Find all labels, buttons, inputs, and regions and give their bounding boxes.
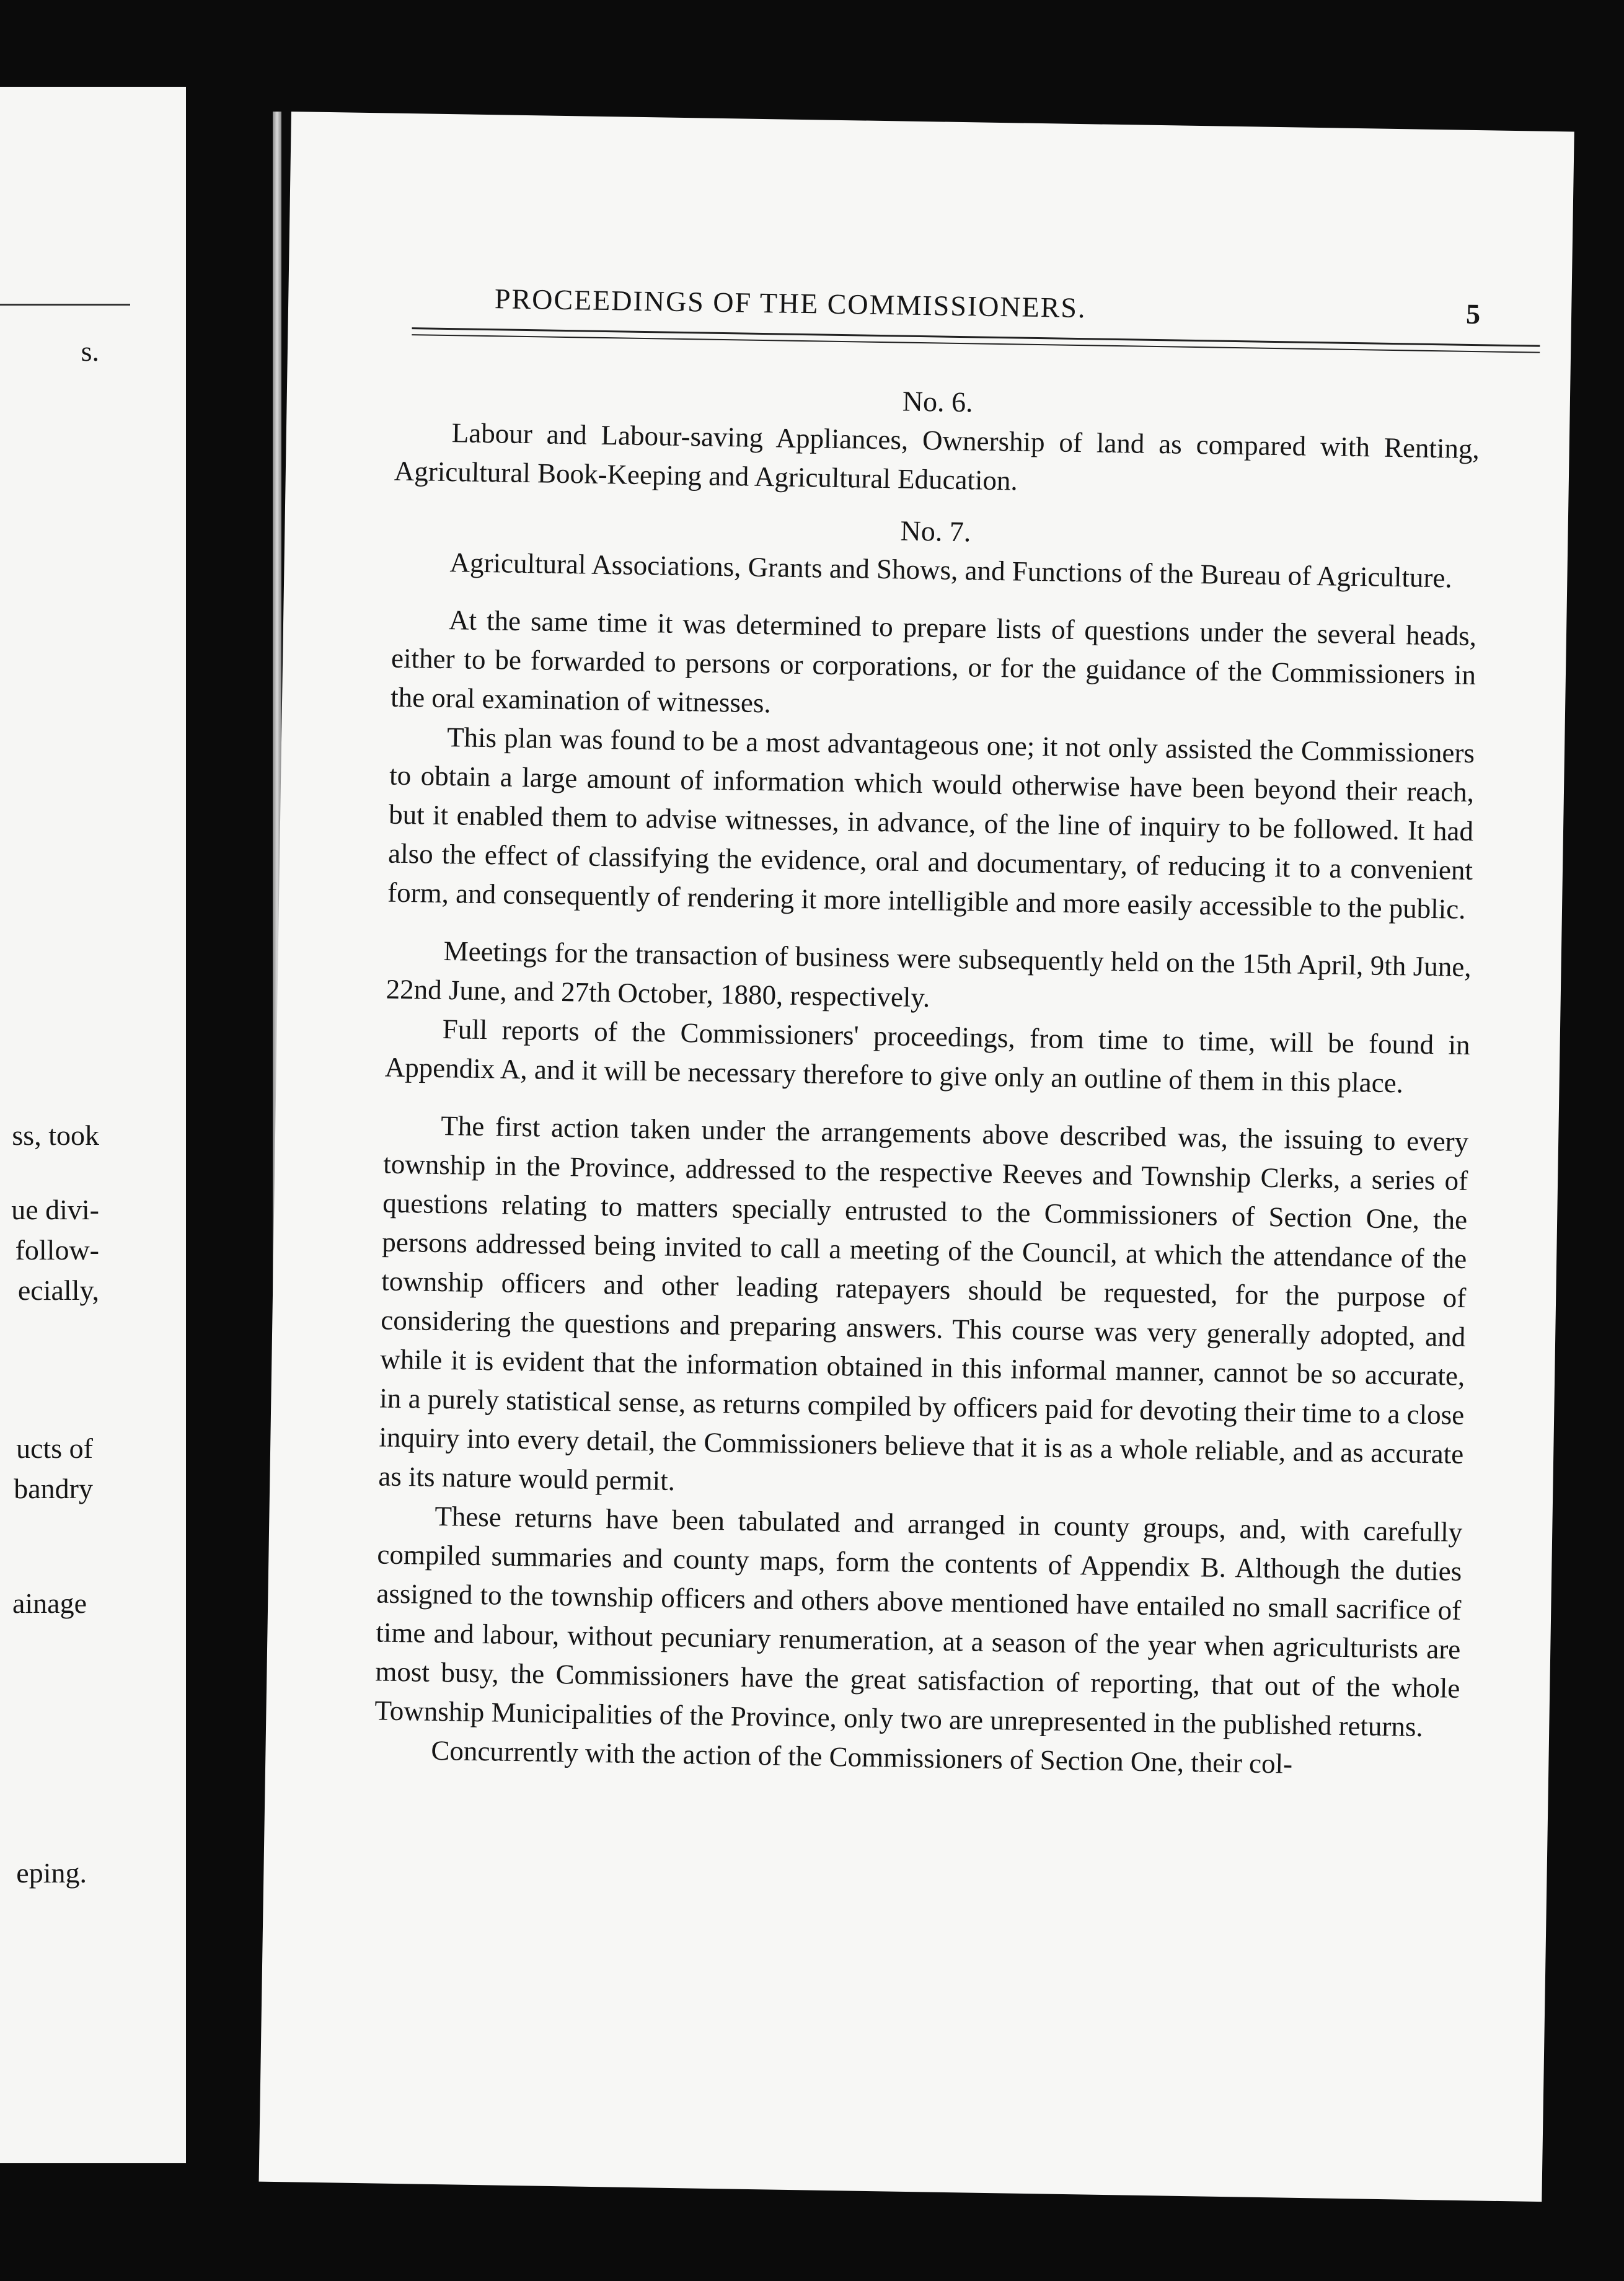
left-fragment: ecially, <box>17 1274 99 1306</box>
paragraph: This plan was found to be a most advantageous one; it not only assisted the Commissioners to obtain a large amount of information which would otherwise have been beyond their reach, but it enabled them to advise witnesses, in advance, of the line of inquiry to be followed. It had also the effect of classifying the evidence, oral and documentary, of reducing it to a convenient form, and consequently of rendering it more intelligible and more easily accessible to the public. <box>387 721 1475 925</box>
page-number: 5 <box>1465 298 1481 330</box>
left-fragment: s. <box>81 335 99 367</box>
left-fragment: ucts of <box>16 1432 93 1464</box>
paragraph: Full reports of the Commissioners' proceedings, from time to time, will be found in Appendix A, and it will be necessary therefore to give only an outline of them in this place. <box>384 1013 1470 1099</box>
paragraph: These returns have been tabulated and arranged in county groups, and, with carefully compiled summaries and county maps, form the contents of Appendix B. Although the duties assigned to the township officers and others above mentioned have entailed no small sacrifice of time and labour, without pecuniary renumeration, at a season of the year when agriculturists are most busy, the Commissioners have the great satisfaction of reporting, that out of the whole Township Municipalities of the Province, only two are unrepresented in the published returns. <box>374 1500 1463 1742</box>
section-title: Agricultural Associations, Grants and Shows, and Functions of the Bureau of Agriculture. <box>449 547 1453 594</box>
left-fragment: bandry <box>14 1473 93 1504</box>
paragraph: Meetings for the transaction of business were subsequently held on the 15th April, 9th June, 22nd June, and 27th October, 1880, respectively. <box>386 935 1472 1013</box>
left-page-rule <box>0 304 130 306</box>
paragraph: The first action taken under the arrangements above described was, the issuing to every township in the Province, addressed to the respective Reeves and Township Clerks, a series of questions relating to matters specially entrusted to the Commissioners of Section One, the persons addressed being invited to call a meeting of the Council, at which the attendance of the township officers and other leading ratepayers should be requested, for the purpose of considering the questions and preparing answers. This course was very generally adopted, and while it is evident that the information obtained in this informal manner, cannot be so accurate, in a purely statistical sense, as returns compiled by officers paid for devoting their time to a close inquiry into every detail, the Commissioners believe that it is as a whole reliable, and as accurate as its nature would permit. <box>378 1110 1469 1496</box>
left-fragment: ainage <box>12 1587 87 1619</box>
running-header: PROCEEDINGS OF THE COMMISSIONERS. <box>494 283 1087 324</box>
section-number: No. 7. <box>900 514 971 548</box>
left-page <box>0 87 186 2163</box>
paragraph: Concurrently with the action of the Commissioners of Section One, their col- <box>431 1734 1293 1780</box>
left-fragment: ss, took <box>12 1119 99 1151</box>
left-fragment: follow- <box>15 1234 99 1266</box>
header-rule <box>412 327 1540 353</box>
section-title: Labour and Labour-saving Appliances, Ownership of land as compared with Renting, Agricultural Book-Keeping and Agricultural Education. <box>394 417 1480 496</box>
paragraph: At the same time it was determined to prepare lists of questions under the several heads, either to be forwarded to persons or corporations, or for the guidance of the Commissioners in the oral examination of witnesses. <box>390 604 1477 719</box>
section-number: No. 6. <box>902 385 974 418</box>
right-page <box>259 112 1574 2202</box>
left-fragment: eping. <box>16 1857 87 1889</box>
body-text <box>374 368 1480 1786</box>
left-fragment: ue divi- <box>11 1194 99 1225</box>
